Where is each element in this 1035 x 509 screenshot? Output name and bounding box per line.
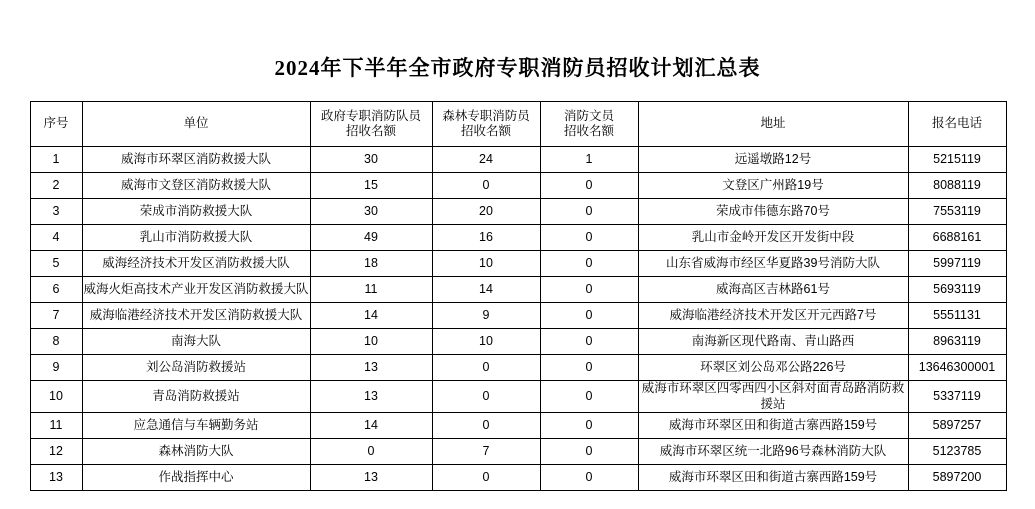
cell-unit: 威海火炬高技术产业开发区消防救援大队 bbox=[82, 277, 310, 303]
table-row bbox=[30, 381, 1006, 413]
cell-address: 文登区广州路19号 bbox=[638, 173, 908, 199]
cell-gov-quota: 13 bbox=[310, 381, 432, 413]
cell-unit: 刘公岛消防救援站 bbox=[82, 355, 310, 381]
cell-clerk-quota: 0 bbox=[540, 329, 638, 355]
cell-unit: 森林消防大队 bbox=[82, 439, 310, 465]
cell-forest-quota: 24 bbox=[432, 147, 540, 173]
cell-index: 7 bbox=[30, 303, 82, 329]
cell-address: 威海市环翠区四零西四小区斜对面青岛路消防救援站 bbox=[638, 381, 908, 413]
cell-index: 4 bbox=[30, 225, 82, 251]
table-header bbox=[30, 102, 1006, 147]
table-row bbox=[30, 439, 1006, 465]
cell-forest-quota: 0 bbox=[432, 355, 540, 381]
cell-clerk-quota: 0 bbox=[540, 277, 638, 303]
column-header-gov-quota-line2: 招收名额 bbox=[345, 124, 396, 139]
cell-index: 10 bbox=[30, 381, 82, 413]
cell-index: 11 bbox=[30, 413, 82, 439]
cell-forest-quota: 14 bbox=[432, 277, 540, 303]
column-header-forest-quota bbox=[432, 102, 540, 147]
cell-address: 威海市环翠区统一北路96号森林消防大队 bbox=[638, 439, 908, 465]
cell-index: 1 bbox=[30, 147, 82, 173]
cell-address: 环翠区刘公岛邓公路226号 bbox=[638, 355, 908, 381]
cell-forest-quota: 0 bbox=[432, 173, 540, 199]
cell-gov-quota: 11 bbox=[310, 277, 432, 303]
cell-unit: 作战指挥中心 bbox=[82, 465, 310, 491]
cell-unit: 威海市环翠区消防救援大队 bbox=[82, 147, 310, 173]
cell-gov-quota: 49 bbox=[310, 225, 432, 251]
cell-phone: 5997119 bbox=[908, 251, 1006, 277]
cell-forest-quota: 10 bbox=[432, 251, 540, 277]
page-title: 2024年下半年全市政府专职消防员招收计划汇总表 bbox=[274, 56, 761, 80]
cell-gov-quota: 18 bbox=[310, 251, 432, 277]
table-row bbox=[30, 277, 1006, 303]
cell-address: 乳山市金岭开发区开发街中段 bbox=[638, 225, 908, 251]
cell-address: 威海市环翠区田和街道古寨西路159号 bbox=[638, 413, 908, 439]
cell-gov-quota: 30 bbox=[310, 199, 432, 225]
cell-gov-quota: 30 bbox=[310, 147, 432, 173]
cell-unit: 南海大队 bbox=[82, 329, 310, 355]
cell-clerk-quota: 0 bbox=[540, 303, 638, 329]
column-header-gov-quota-line1: 政府专职消防队员 bbox=[320, 108, 421, 123]
table-row bbox=[30, 413, 1006, 439]
cell-phone: 5897200 bbox=[908, 465, 1006, 491]
column-header-address: 地址 bbox=[638, 102, 908, 147]
cell-gov-quota: 13 bbox=[310, 465, 432, 491]
table-body bbox=[30, 147, 1006, 491]
cell-phone: 5337119 bbox=[908, 381, 1006, 413]
table-row bbox=[30, 199, 1006, 225]
cell-phone: 5123785 bbox=[908, 439, 1006, 465]
cell-address: 威海临港经济技术开发区开元西路7号 bbox=[638, 303, 908, 329]
cell-index: 2 bbox=[30, 173, 82, 199]
cell-phone: 5551131 bbox=[908, 303, 1006, 329]
column-header-phone: 报名电话 bbox=[908, 102, 1006, 147]
cell-clerk-quota: 1 bbox=[540, 147, 638, 173]
cell-phone: 5215119 bbox=[908, 147, 1006, 173]
cell-index: 8 bbox=[30, 329, 82, 355]
cell-forest-quota: 10 bbox=[432, 329, 540, 355]
cell-unit: 乳山市消防救援大队 bbox=[82, 225, 310, 251]
cell-address: 威海市环翠区田和街道古寨西路159号 bbox=[638, 465, 908, 491]
column-header-forest-quota-line1: 森林专职消防员 bbox=[442, 108, 530, 123]
column-header-unit: 单位 bbox=[82, 102, 310, 147]
cell-clerk-quota: 0 bbox=[540, 439, 638, 465]
cell-address: 荣成市伟德东路70号 bbox=[638, 199, 908, 225]
cell-clerk-quota: 0 bbox=[540, 413, 638, 439]
cell-clerk-quota: 0 bbox=[540, 173, 638, 199]
cell-gov-quota: 0 bbox=[310, 439, 432, 465]
recruitment-plan-table bbox=[30, 101, 1007, 491]
cell-forest-quota: 0 bbox=[432, 381, 540, 413]
cell-unit: 威海市文登区消防救援大队 bbox=[82, 173, 310, 199]
table-row bbox=[30, 173, 1006, 199]
cell-clerk-quota: 0 bbox=[540, 225, 638, 251]
cell-clerk-quota: 0 bbox=[540, 251, 638, 277]
table-row bbox=[30, 225, 1006, 251]
cell-address: 远遥墩路12号 bbox=[638, 147, 908, 173]
cell-unit: 威海经济技术开发区消防救援大队 bbox=[82, 251, 310, 277]
table-row bbox=[30, 251, 1006, 277]
table-row bbox=[30, 147, 1006, 173]
column-header-forest-quota-line2: 招收名额 bbox=[460, 124, 511, 139]
table-row bbox=[30, 355, 1006, 381]
cell-index: 3 bbox=[30, 199, 82, 225]
cell-unit: 应急通信与车辆勤务站 bbox=[82, 413, 310, 439]
cell-forest-quota: 9 bbox=[432, 303, 540, 329]
cell-index: 12 bbox=[30, 439, 82, 465]
cell-gov-quota: 14 bbox=[310, 303, 432, 329]
cell-address: 威海高区吉林路61号 bbox=[638, 277, 908, 303]
cell-clerk-quota: 0 bbox=[540, 381, 638, 413]
table-row bbox=[30, 303, 1006, 329]
cell-index: 6 bbox=[30, 277, 82, 303]
cell-clerk-quota: 0 bbox=[540, 465, 638, 491]
cell-index: 5 bbox=[30, 251, 82, 277]
column-header-index: 序号 bbox=[30, 102, 82, 147]
column-header-clerk-quota bbox=[540, 102, 638, 147]
table-header-row bbox=[30, 102, 1006, 147]
cell-gov-quota: 15 bbox=[310, 173, 432, 199]
cell-unit: 青岛消防救援站 bbox=[82, 381, 310, 413]
cell-unit: 威海临港经济技术开发区消防救援大队 bbox=[82, 303, 310, 329]
cell-phone: 13646300001 bbox=[908, 355, 1006, 381]
cell-phone: 5693119 bbox=[908, 277, 1006, 303]
column-header-gov-quota bbox=[310, 102, 432, 147]
cell-clerk-quota: 0 bbox=[540, 355, 638, 381]
cell-phone: 8963119 bbox=[908, 329, 1006, 355]
cell-phone: 8088119 bbox=[908, 173, 1006, 199]
cell-phone: 7553119 bbox=[908, 199, 1006, 225]
cell-gov-quota: 13 bbox=[310, 355, 432, 381]
cell-address: 南海新区现代路南、青山路西 bbox=[638, 329, 908, 355]
cell-clerk-quota: 0 bbox=[540, 199, 638, 225]
column-header-clerk-quota-line2: 招收名额 bbox=[563, 124, 614, 139]
column-header-clerk-quota-line1: 消防文员 bbox=[563, 108, 614, 123]
cell-index: 13 bbox=[30, 465, 82, 491]
cell-index: 9 bbox=[30, 355, 82, 381]
cell-forest-quota: 16 bbox=[432, 225, 540, 251]
plan-table-wrap bbox=[30, 101, 1006, 491]
cell-forest-quota: 20 bbox=[432, 199, 540, 225]
cell-phone: 5897257 bbox=[908, 413, 1006, 439]
cell-address: 山东省威海市经区华夏路39号消防大队 bbox=[638, 251, 908, 277]
cell-forest-quota: 0 bbox=[432, 465, 540, 491]
table-row bbox=[30, 465, 1006, 491]
cell-forest-quota: 7 bbox=[432, 439, 540, 465]
cell-gov-quota: 14 bbox=[310, 413, 432, 439]
cell-phone: 6688161 bbox=[908, 225, 1006, 251]
cell-gov-quota: 10 bbox=[310, 329, 432, 355]
table-row bbox=[30, 329, 1006, 355]
cell-unit: 荣成市消防救援大队 bbox=[82, 199, 310, 225]
cell-forest-quota: 0 bbox=[432, 413, 540, 439]
